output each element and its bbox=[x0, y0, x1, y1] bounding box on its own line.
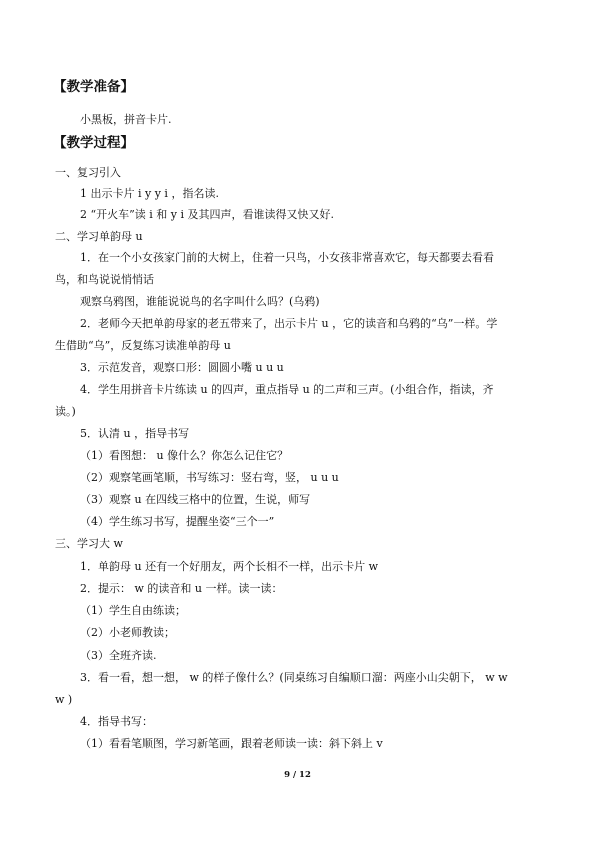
body-line: （3）观察 u 在四线三格中的位置，生说，师写 bbox=[80, 493, 311, 506]
body-line: （4）学生练习书写，提醒坐姿“三个一” bbox=[80, 515, 275, 528]
body-line: 3．看一看，想一想， w 的样子像什么？(同桌练习自编顺口溜：两座小山尖朝下， w w bbox=[80, 671, 508, 684]
body-line: （3）全班齐读. bbox=[80, 649, 157, 662]
body-line: 5．认清 u ，指导书写 bbox=[80, 427, 190, 440]
body-line: w ) bbox=[55, 693, 73, 706]
body-line: 三、学习大 w bbox=[55, 537, 123, 550]
body-line: 二、学习单韵母 u bbox=[55, 230, 143, 243]
body-line: 4．学生用拼音卡片练读 u 的四声，重点指导 u 的二声和三声。(小组合作，指读，齐 bbox=[80, 383, 494, 396]
body-line: 1．单韵母 u 还有一个好朋友，两个长相不一样，出示卡片 w bbox=[80, 560, 378, 573]
page-number: 9 / 12 bbox=[284, 770, 311, 780]
body-line: 1．在一个小女孩家门前的大树上，住着一只鸟，小女孩非常喜欢它，每天都要去看看 bbox=[80, 251, 494, 264]
body-line: 1 出示卡片 i y y i ，指名读. bbox=[80, 187, 219, 200]
body-line: 观察乌鸦图，谁能说说鸟的名字叫什么吗？(乌鸦) bbox=[80, 295, 320, 308]
heading-teaching-preparation: 【教学准备】 bbox=[53, 79, 134, 95]
body-line: （1）看图想： u 像什么？你怎么记住它？ bbox=[80, 449, 289, 462]
body-line: 2．提示： w 的读音和 u 一样。读一读： bbox=[80, 582, 283, 595]
body-line: （2）观察笔画笔顺，书写练习：竖右弯，竖， u u u bbox=[80, 471, 339, 484]
body-line: （2）小老师教读； bbox=[80, 626, 175, 639]
body-line: （1）看看笔顺图，学习新笔画，跟着老师读一读：斜下斜上 v bbox=[80, 737, 383, 750]
body-line: 鸟，和鸟说说悄悄话 bbox=[55, 273, 154, 286]
body-line: 一、复习引入 bbox=[55, 166, 121, 179]
body-line: 4．指导书写： bbox=[80, 715, 153, 728]
body-line: 2．老师今天把单韵母家的老五带来了，出示卡片 u ，它的读音和乌鸦的“乌”一样。学 bbox=[80, 317, 498, 330]
body-line: （1）学生自由练读； bbox=[80, 604, 186, 617]
heading-teaching-process: 【教学过程】 bbox=[53, 135, 134, 151]
body-line: 读。) bbox=[55, 405, 76, 418]
body-line: 生借助“乌”，反复练习读准单韵母 u bbox=[55, 339, 231, 352]
preparation-text: 小黑板，拼音卡片. bbox=[80, 113, 172, 126]
body-line: 3．示范发音，观察口形：圆圆小嘴 u u u bbox=[80, 361, 284, 374]
body-line: 2 “开火车”读 i 和 y i 及其四声，看谁读得又快又好. bbox=[80, 208, 334, 221]
